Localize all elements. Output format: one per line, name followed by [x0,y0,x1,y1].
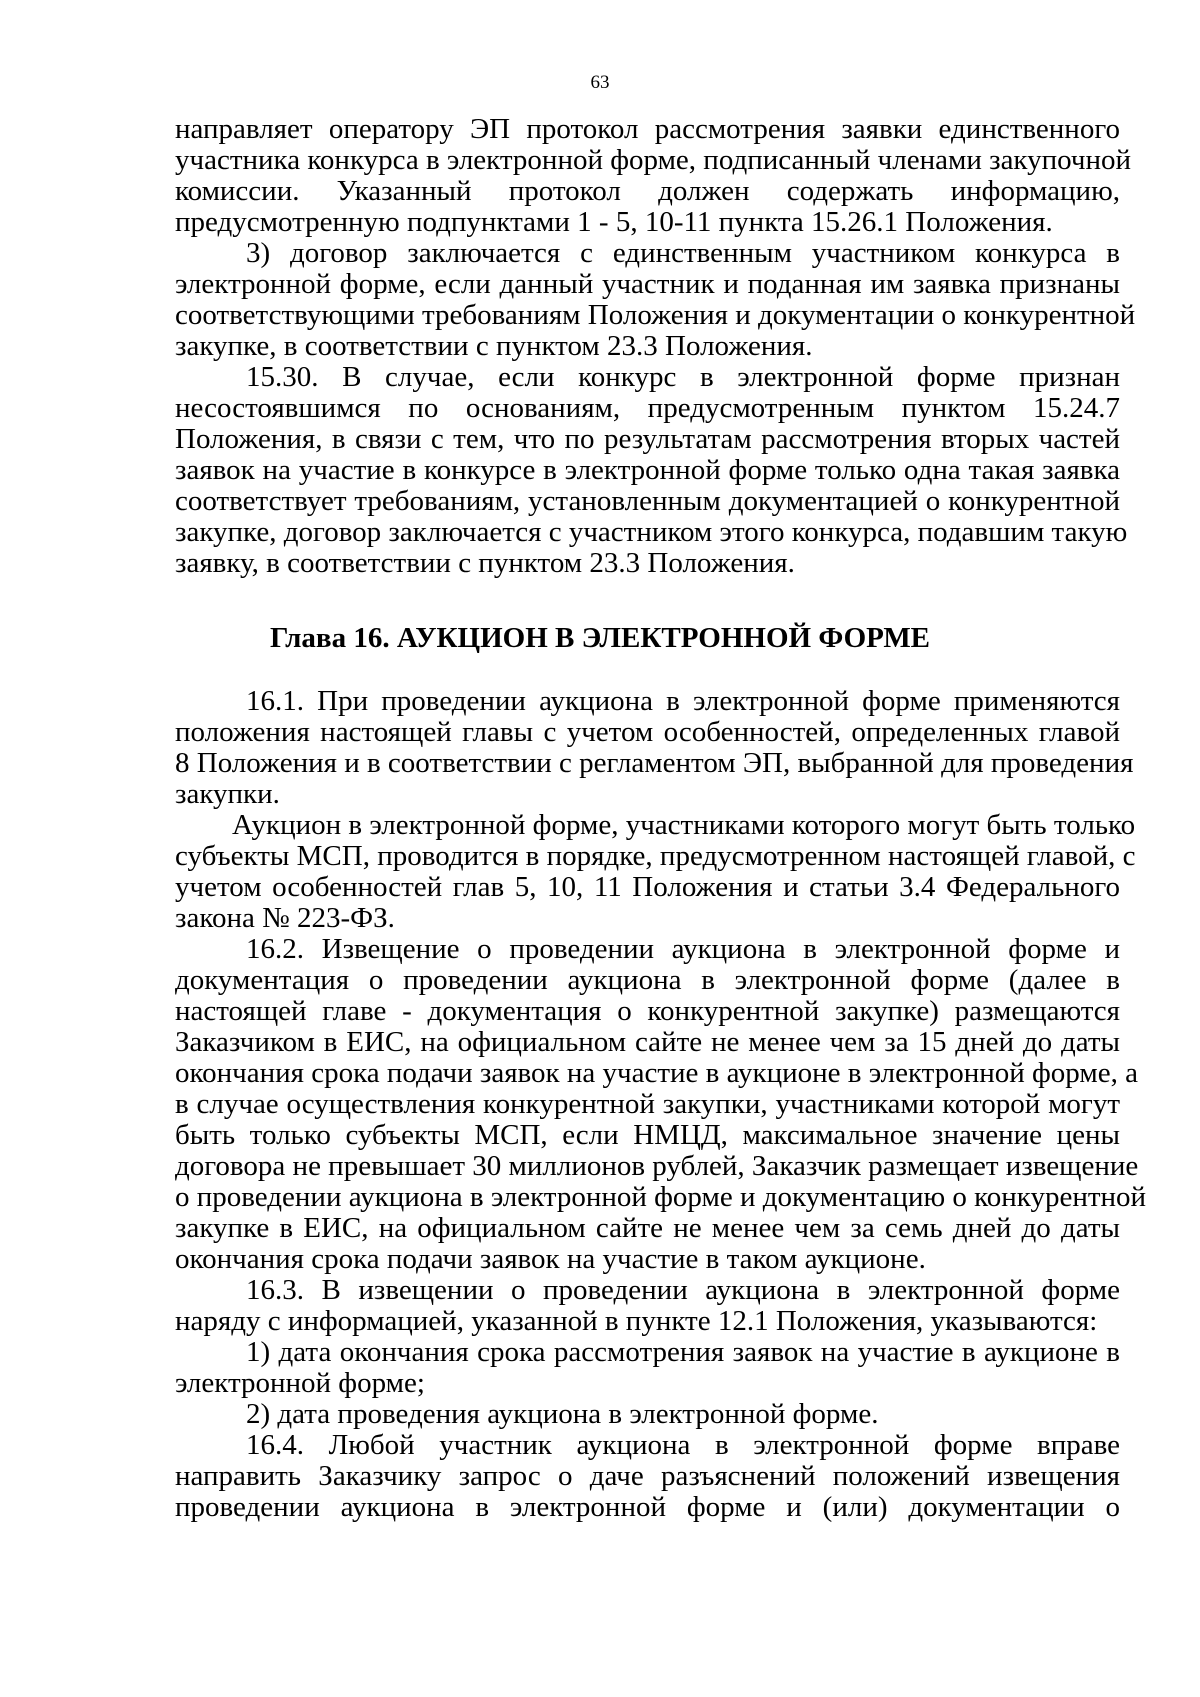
paragraph-line: направляет оператору ЭП протокол рассмотрения заявки единственного [175,113,1120,145]
paragraph-line: закона № 223-ФЗ. [175,902,395,934]
paragraph-line: 15.30. В случае, если конкурс в электронной форме признан [246,361,1120,393]
paragraph-line: 16.3. В извещении о проведении аукциона в электронной форме [246,1274,1120,1306]
paragraph-line: соответствует требованиям, установленным документацией о конкурентной [175,485,1120,517]
paragraph-line: 8 Положения и в соответствии с регламентом ЭП, выбранной для проведения [175,747,1134,779]
paragraph-line: Заказчиком в ЕИС, на официальном сайте не менее чем за 15 дней до даты [175,1026,1120,1058]
paragraph-line: направить Заказчику запрос о даче разъяснений положений извещения [175,1460,1120,1492]
paragraph-line: соответствующими требованиям Положения и документации о конкурентной [175,299,1136,331]
page-number: 63 [590,72,610,93]
paragraph-line: Аукцион в электронной форме, участниками которого могут быть только [232,809,1136,841]
paragraph-line: заявок на участие в конкурсе в электронной форме только одна такая заявка [175,454,1120,486]
paragraph-line: наряду с информацией, указанной в пункте 12.1 Положения, указываются: [175,1305,1098,1337]
paragraph-line: несостоявшимся по основаниям, предусмотренным пунктом 15.24.7 [175,392,1120,424]
paragraph-line: быть только субъекты МСП, если НМЦД, максимальное значение цены [175,1119,1120,1151]
paragraph-line: в случае осуществления конкурентной закупки, участниками которой могут [175,1088,1120,1120]
paragraph-line: окончания срока подачи заявок на участие в аукционе в электронной форме, а [175,1057,1138,1089]
paragraph-line: 2) дата проведения аукциона в электронной форме. [246,1398,879,1430]
paragraph-line: Положения, в связи с тем, что по результатам рассмотрения вторых частей [175,423,1120,455]
paragraph-line: участника конкурса в электронной форме, подписанный членами закупочной [175,144,1132,176]
paragraph-line: субъекты МСП, проводится в порядке, предусмотренном настоящей главой, с [175,840,1136,872]
paragraph-line: договора не превышает 30 миллионов рублей, Заказчик размещает извещение [175,1150,1139,1182]
paragraph-line: 3) договор заключается с единственным участником конкурса в [246,237,1120,269]
paragraph-line: 16.1. При проведении аукциона в электронной форме применяются [246,685,1120,717]
paragraph-line: заявку, в соответствии с пунктом 23.3 Положения. [175,547,795,579]
paragraph-line: положения настоящей главы с учетом особенностей, определенных главой [175,716,1120,748]
paragraph-line: учетом особенностей глав 5, 10, 11 Положения и статьи 3.4 Федерального [175,871,1120,903]
paragraph-line: о проведении аукциона в электронной форме и документацию о конкурентной [175,1181,1147,1213]
paragraph-line: закупке, договор заключается с участником этого конкурса, подавшим такую [175,516,1128,548]
paragraph-line: закупке в ЕИС, на официальном сайте не менее чем за семь дней до даты [175,1212,1120,1244]
paragraph-line: настоящей главе - документация о конкурентной закупке) размещаются [175,995,1120,1027]
paragraph-line: 1) дата окончания срока рассмотрения заявок на участие в аукционе в [246,1336,1120,1368]
paragraph-line: закупке, в соответствии с пунктом 23.3 Положения. [175,330,813,362]
paragraph-line: предусмотренную подпунктами 1 - 5, 10-11 пункта 15.26.1 Положения. [175,206,1053,238]
paragraph-line: 16.2. Извещение о проведении аукциона в электронной форме и [246,933,1120,965]
paragraph-line: комиссии. Указанный протокол должен содержать информацию, [175,175,1120,207]
paragraph-line: закупки. [175,778,280,810]
paragraph-line: документация о проведении аукциона в электронной форме (далее в [175,964,1120,996]
paragraph-line: 16.4. Любой участник аукциона в электронной форме вправе [246,1429,1120,1461]
paragraph-line: электронной форме; [175,1367,425,1399]
paragraph-line: проведении аукциона в электронной форме и (или) документации о [175,1491,1120,1523]
paragraph-line: электронной форме, если данный участник и поданная им заявка признаны [175,268,1120,300]
chapter-heading: Глава 16. АУКЦИОН В ЭЛЕКТРОННОЙ ФОРМЕ [269,622,931,654]
paragraph-line: окончания срока подачи заявок на участие в таком аукционе. [175,1243,926,1275]
